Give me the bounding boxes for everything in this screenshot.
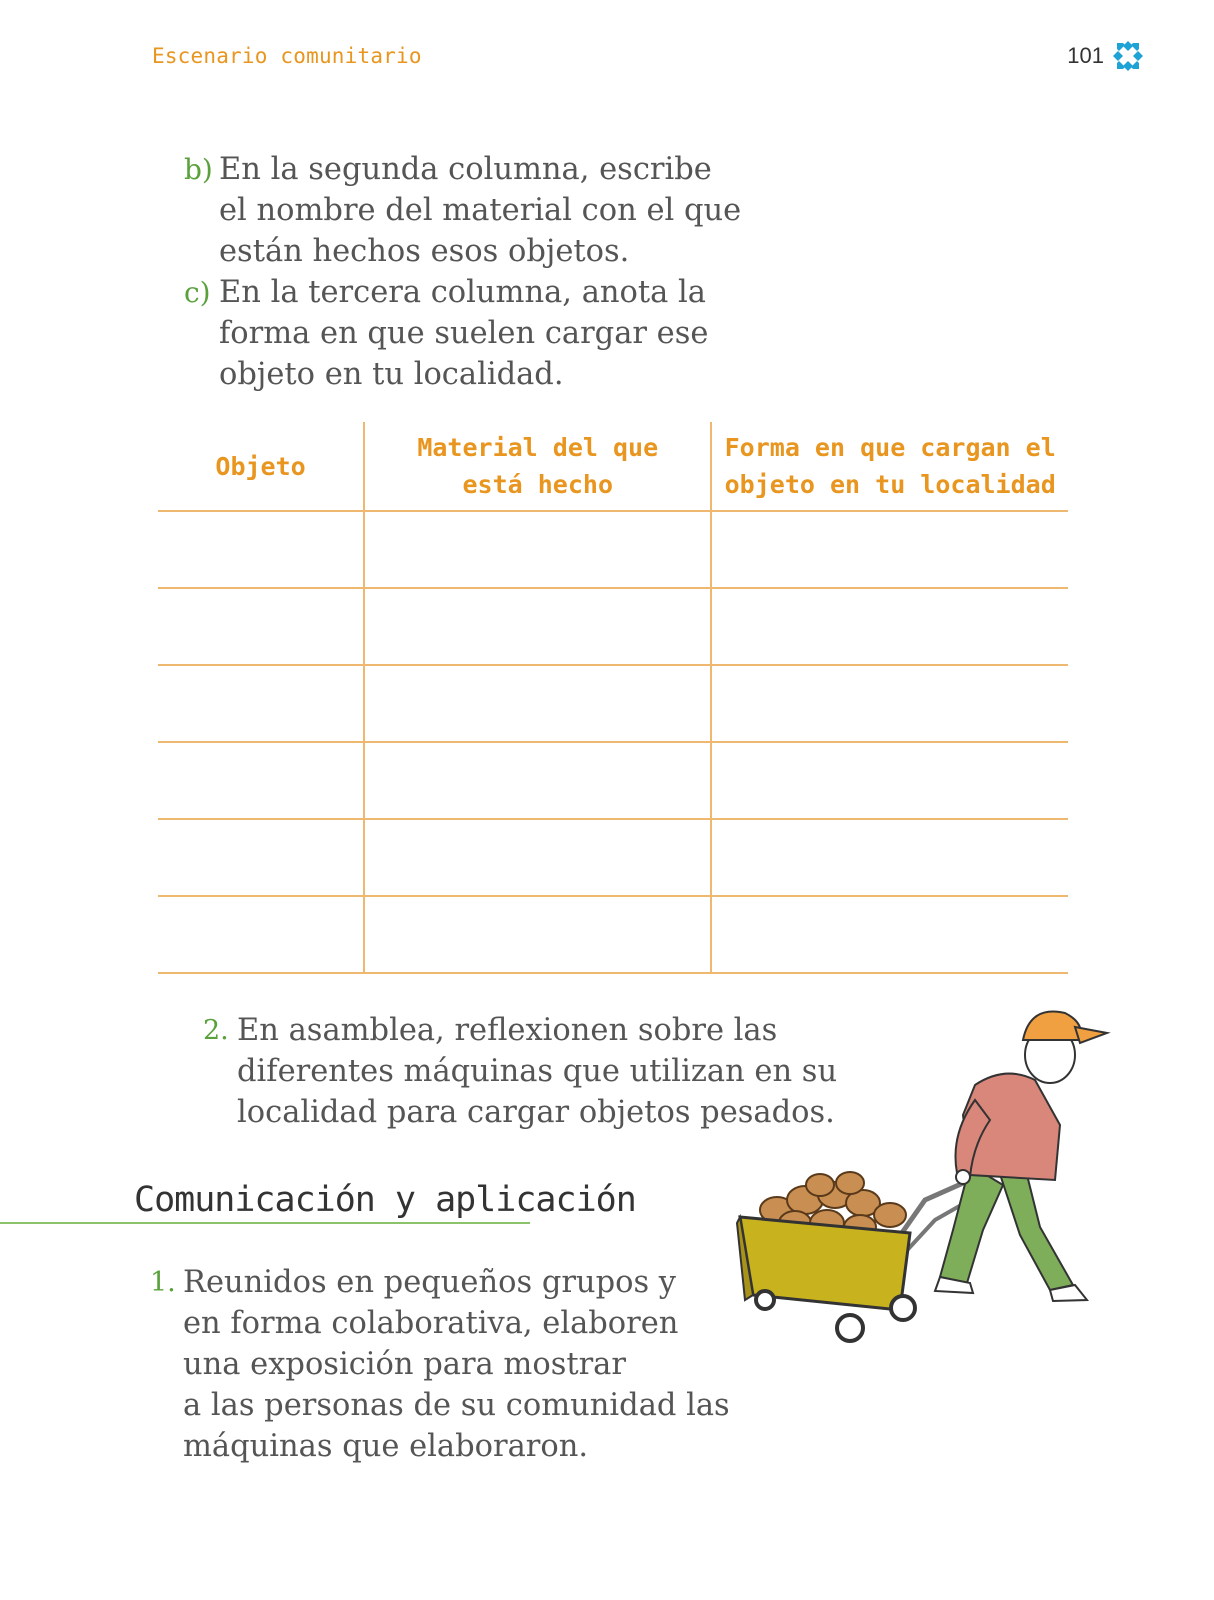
header-line: objeto en tu localidad [724, 470, 1056, 499]
table-row [158, 511, 1068, 588]
person-pushing-cart-illustration [735, 995, 1125, 1365]
header-line: Material del que [417, 433, 659, 462]
instruction-c [184, 272, 784, 395]
instruction-b [184, 149, 784, 272]
item-marker: 1. [150, 1267, 176, 1298]
instruction-b-line: el nombre del material con el que [219, 193, 742, 228]
answer-cell[interactable] [364, 511, 711, 588]
answer-cell[interactable] [711, 896, 1068, 973]
item-marker: b) [184, 153, 213, 186]
table-row [158, 665, 1068, 742]
question-2-line: En asamblea, reflexionen sobre las [237, 1013, 778, 1048]
answer-cell[interactable] [364, 819, 711, 896]
answer-cell[interactable] [158, 819, 364, 896]
answer-cell[interactable] [364, 588, 711, 665]
answer-cell[interactable] [364, 665, 711, 742]
question-2-line: localidad para cargar objetos pesados. [237, 1095, 835, 1130]
answer-cell[interactable] [711, 819, 1068, 896]
question-1 [150, 1262, 750, 1467]
answer-cell[interactable] [711, 588, 1068, 665]
instruction-c-line: En la tercera columna, anota la [219, 275, 706, 310]
header-line: está hecho [462, 470, 613, 499]
instruction-b-line: En la segunda columna, escribe [219, 152, 712, 187]
answer-cell[interactable] [158, 588, 364, 665]
page-number: 101 [1067, 43, 1104, 68]
table-row [158, 742, 1068, 819]
instruction-c-line: objeto en tu localidad. [219, 357, 564, 392]
answer-cell[interactable] [711, 665, 1068, 742]
table-row [158, 896, 1068, 973]
table-row [158, 819, 1068, 896]
answer-cell[interactable] [158, 896, 364, 973]
answer-cell[interactable] [711, 742, 1068, 819]
item-marker: c) [184, 276, 211, 309]
answer-cell[interactable] [711, 511, 1068, 588]
column-header-carry-method [711, 422, 1068, 511]
section-label: Escenario comunitario [152, 44, 422, 68]
question-1-line: máquinas que elaboraron. [183, 1429, 589, 1464]
question-1-line: a las personas de su comunidad las [183, 1388, 730, 1423]
page-header-right [1067, 40, 1144, 72]
answer-table [158, 422, 1068, 974]
column-header-object [158, 422, 364, 511]
answer-cell[interactable] [158, 742, 364, 819]
column-header-material [364, 422, 711, 511]
question-1-line: Reunidos en pequeños grupos y [183, 1265, 677, 1300]
table-row [158, 588, 1068, 665]
section-divider [0, 1222, 530, 1224]
question-2-line: diferentes máquinas que utilizan en su [237, 1054, 838, 1089]
answer-cell[interactable] [158, 665, 364, 742]
question-1-line: en forma colaborativa, elaboren [183, 1306, 679, 1341]
header-line: Objeto [215, 451, 306, 481]
book-logo-icon [1112, 40, 1144, 72]
header-line: Forma en que cargan el [724, 433, 1056, 462]
question-1-line: una exposición para mostrar [183, 1347, 626, 1382]
instruction-c-line: forma en que suelen cargar ese [219, 316, 709, 351]
answer-cell[interactable] [364, 742, 711, 819]
section-title: Comunicación y aplicación [134, 1180, 636, 1220]
instruction-b-line: están hechos esos objetos. [219, 234, 630, 269]
answer-cell[interactable] [364, 896, 711, 973]
answer-cell[interactable] [158, 511, 364, 588]
item-marker: 2. [203, 1015, 229, 1046]
